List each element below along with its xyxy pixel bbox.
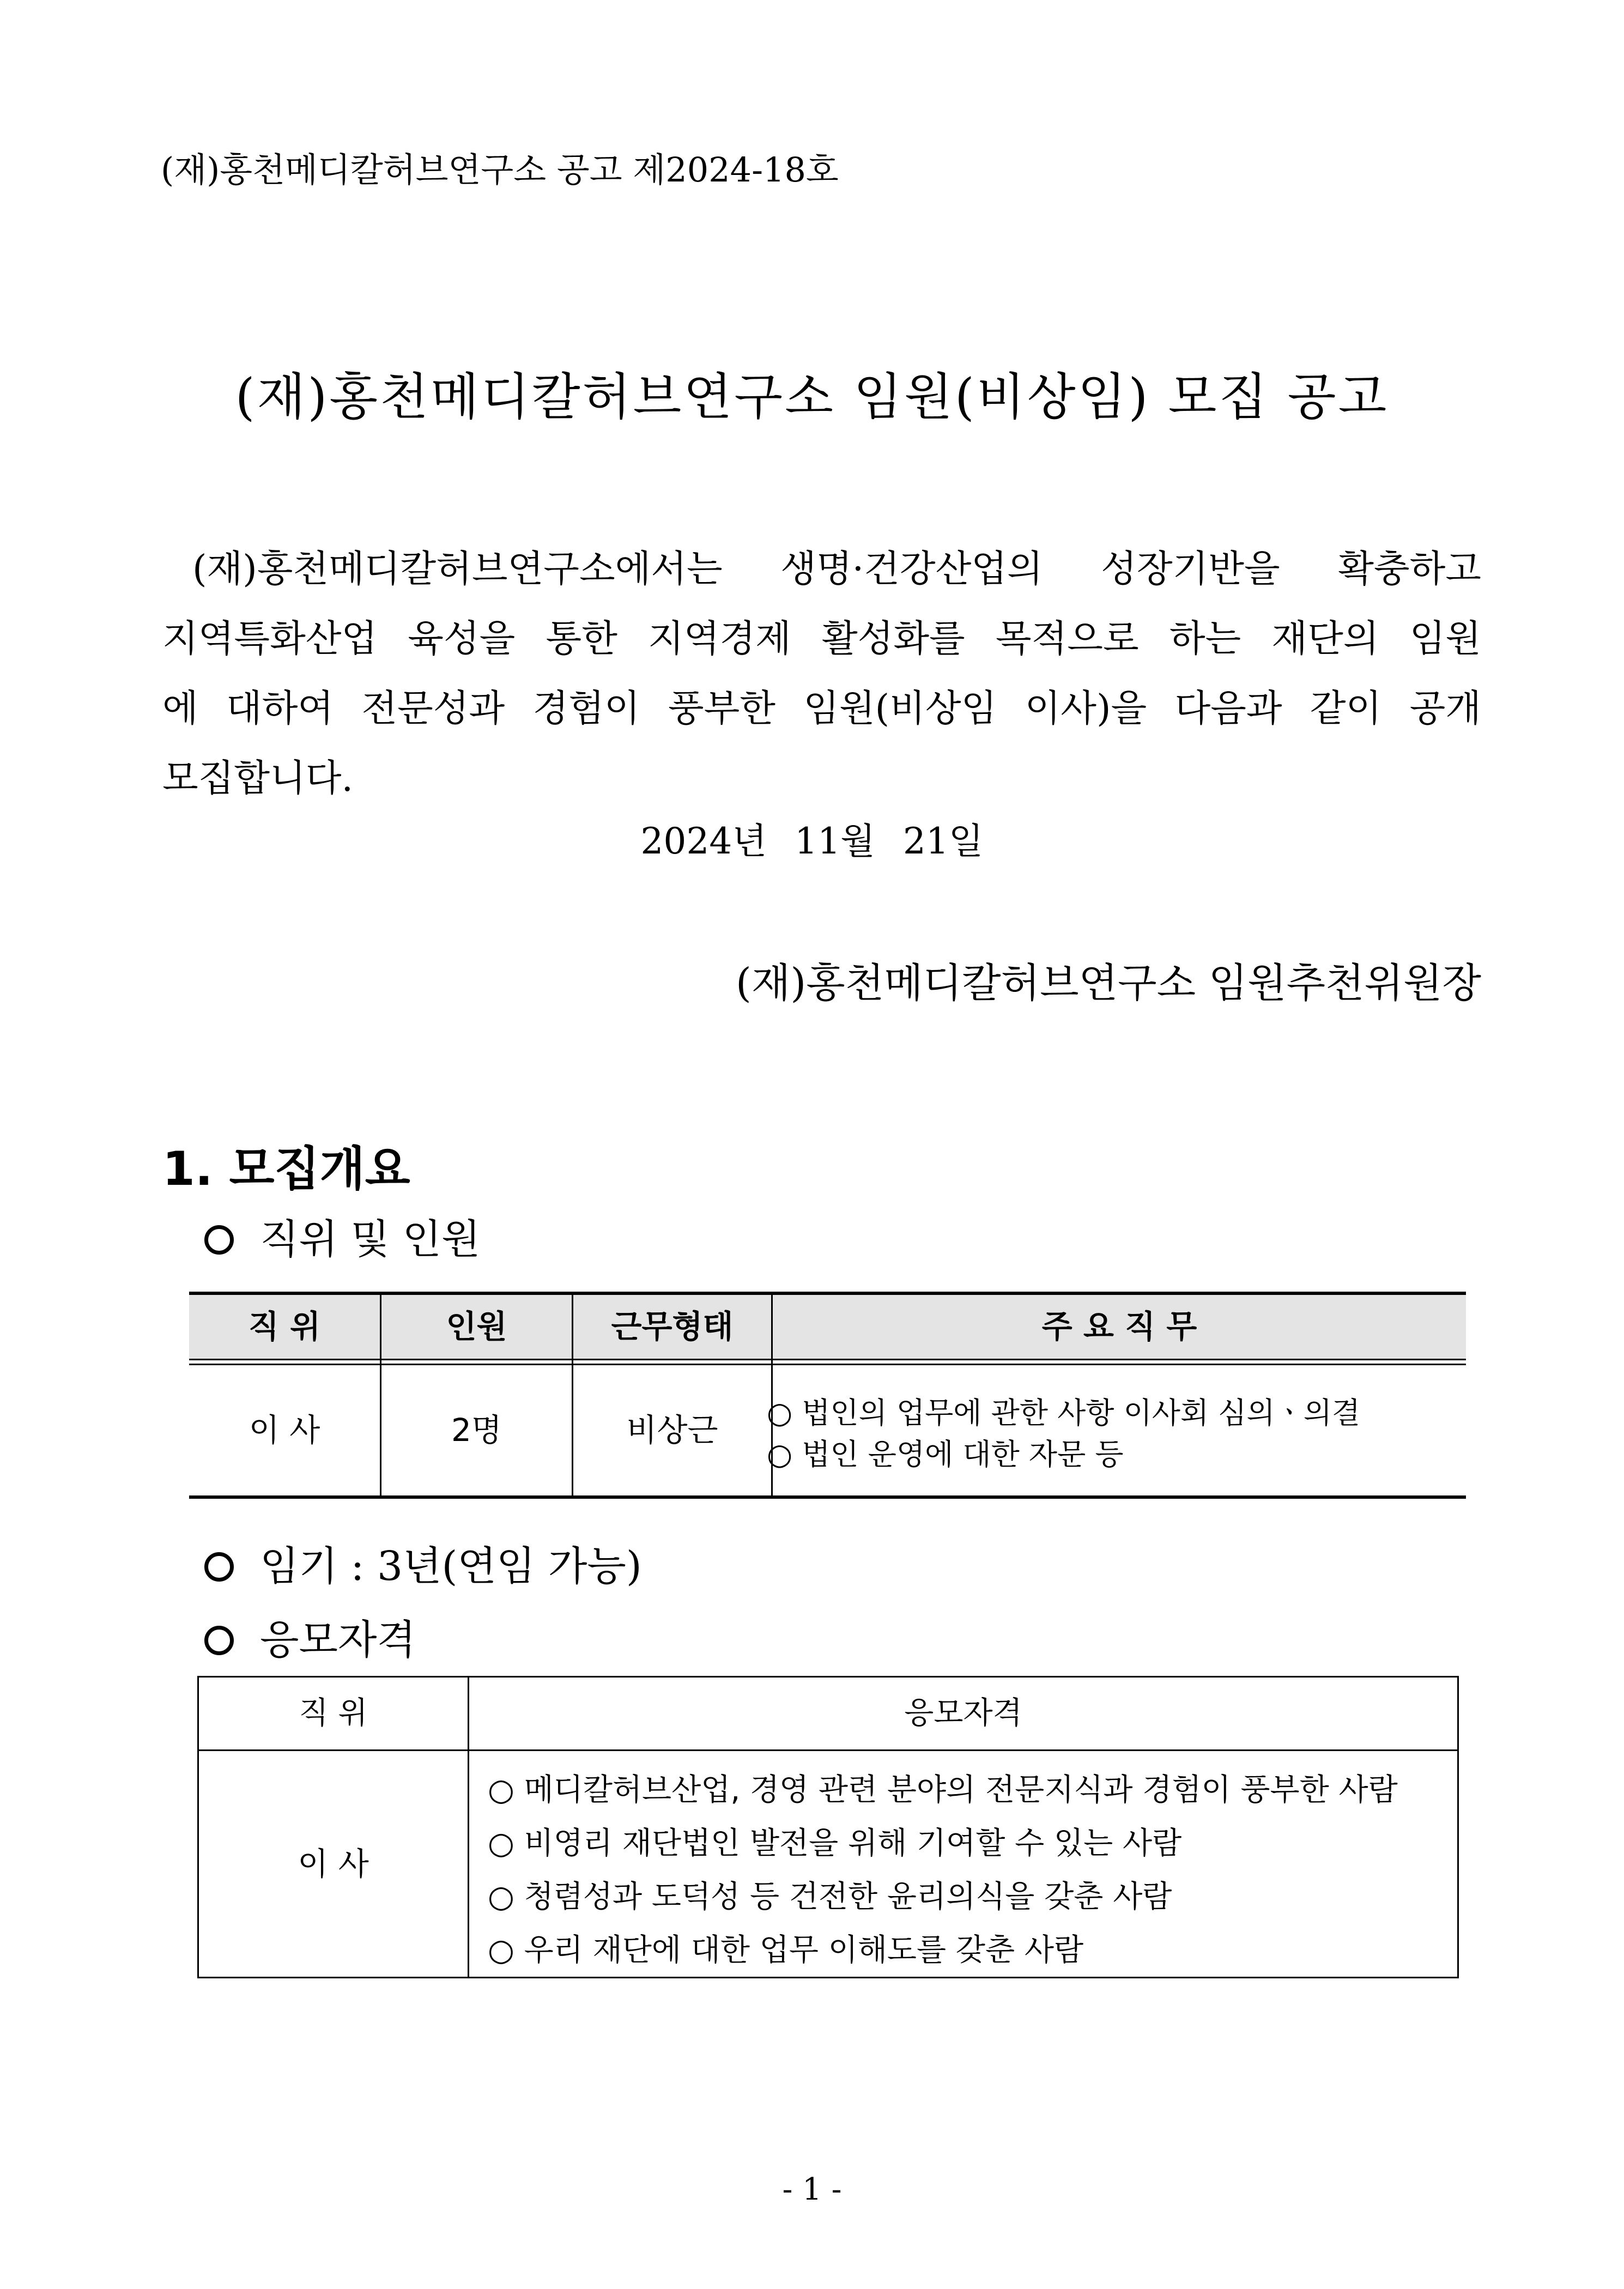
qualification-item: ○ 청렴성과 도덕성 등 건전한 윤리의식을 갖춘 사람 (488, 1879, 1172, 1915)
signatory: (재)홍천메디칼허브연구소 임원추천위원장 (736, 960, 1481, 1007)
qualification-item: ○ 비영리 재단법인 발전을 위해 기여할 수 있는 사람 (488, 1826, 1182, 1861)
cell-position: 이 사 (249, 1412, 320, 1449)
subheading-text: 응모자격 (260, 1616, 416, 1663)
term-line (204, 1534, 642, 1592)
column-header-qualifications: 응모자격 (904, 1695, 1022, 1731)
intro-line: 모집합니다. (162, 757, 354, 800)
issue-date: 2024년 11월 21일 (640, 820, 984, 862)
duty-item: ○ 법인의 업무에 관한 사항 이사회 심의ㆍ의결 (767, 1396, 1361, 1430)
column-header-duties: 주 요 직 무 (1041, 1308, 1197, 1345)
cell-count: 2명 (451, 1412, 502, 1449)
column-header-position: 직 위 (299, 1695, 368, 1731)
column-header-position: 직 위 (248, 1308, 321, 1345)
qualification-item: ○ 우리 재단에 대한 업무 이해도를 갖춘 사람 (488, 1933, 1084, 1968)
cell-duties (767, 1392, 1360, 1475)
notice-number: (재)홍천메디칼허브연구소 공고 제2024-18호 (161, 150, 839, 190)
qualifications-table (197, 1676, 1459, 1978)
term-text: 임기 : 3년(연임 가능) (260, 1543, 642, 1590)
circle-bullet-icon (204, 1225, 234, 1255)
column-header-count: 인원 (446, 1308, 507, 1345)
subheading-positions (204, 1207, 480, 1265)
subheading-text: 직위 및 인원 (260, 1216, 481, 1263)
qualification-item: ○ 메디칼허브산업, 경영 관련 분야의 전문지식과 경험이 풍부한 사람 (488, 1772, 1398, 1808)
circle-bullet-icon (204, 1552, 234, 1582)
intro-line: (재)홍천메디칼허브연구소에서는 생명·건강산업의 성장기반을 확충하고 (192, 548, 1481, 591)
circle-bullet-icon (204, 1626, 234, 1655)
subheading-qualifications (204, 1608, 416, 1666)
cell-qualifications (488, 1764, 1398, 1977)
duty-item: ○ 법인 운영에 대한 자문 등 (767, 1437, 1124, 1472)
intro-line: 에 대하여 전문성과 경험이 풍부한 임원(비상임 이사)을 다음과 같이 공개 (162, 687, 1481, 730)
section-heading: 1. 모집개요 (162, 1142, 410, 1196)
document-title: (재)홍천메디칼허브연구소 임원(비상임) 모집 공고 (235, 368, 1389, 426)
column-header-work-type: 근무형태 (611, 1308, 734, 1345)
positions-table (189, 1292, 1466, 1499)
page-number: - 1 - (782, 2172, 842, 2207)
cell-position: 이 사 (298, 1845, 369, 1882)
intro-line: 지역특화산업 육성을 통한 지역경제 활성화를 목적으로 하는 재단의 임원 (162, 617, 1481, 661)
cell-work-type: 비상근 (626, 1412, 718, 1449)
